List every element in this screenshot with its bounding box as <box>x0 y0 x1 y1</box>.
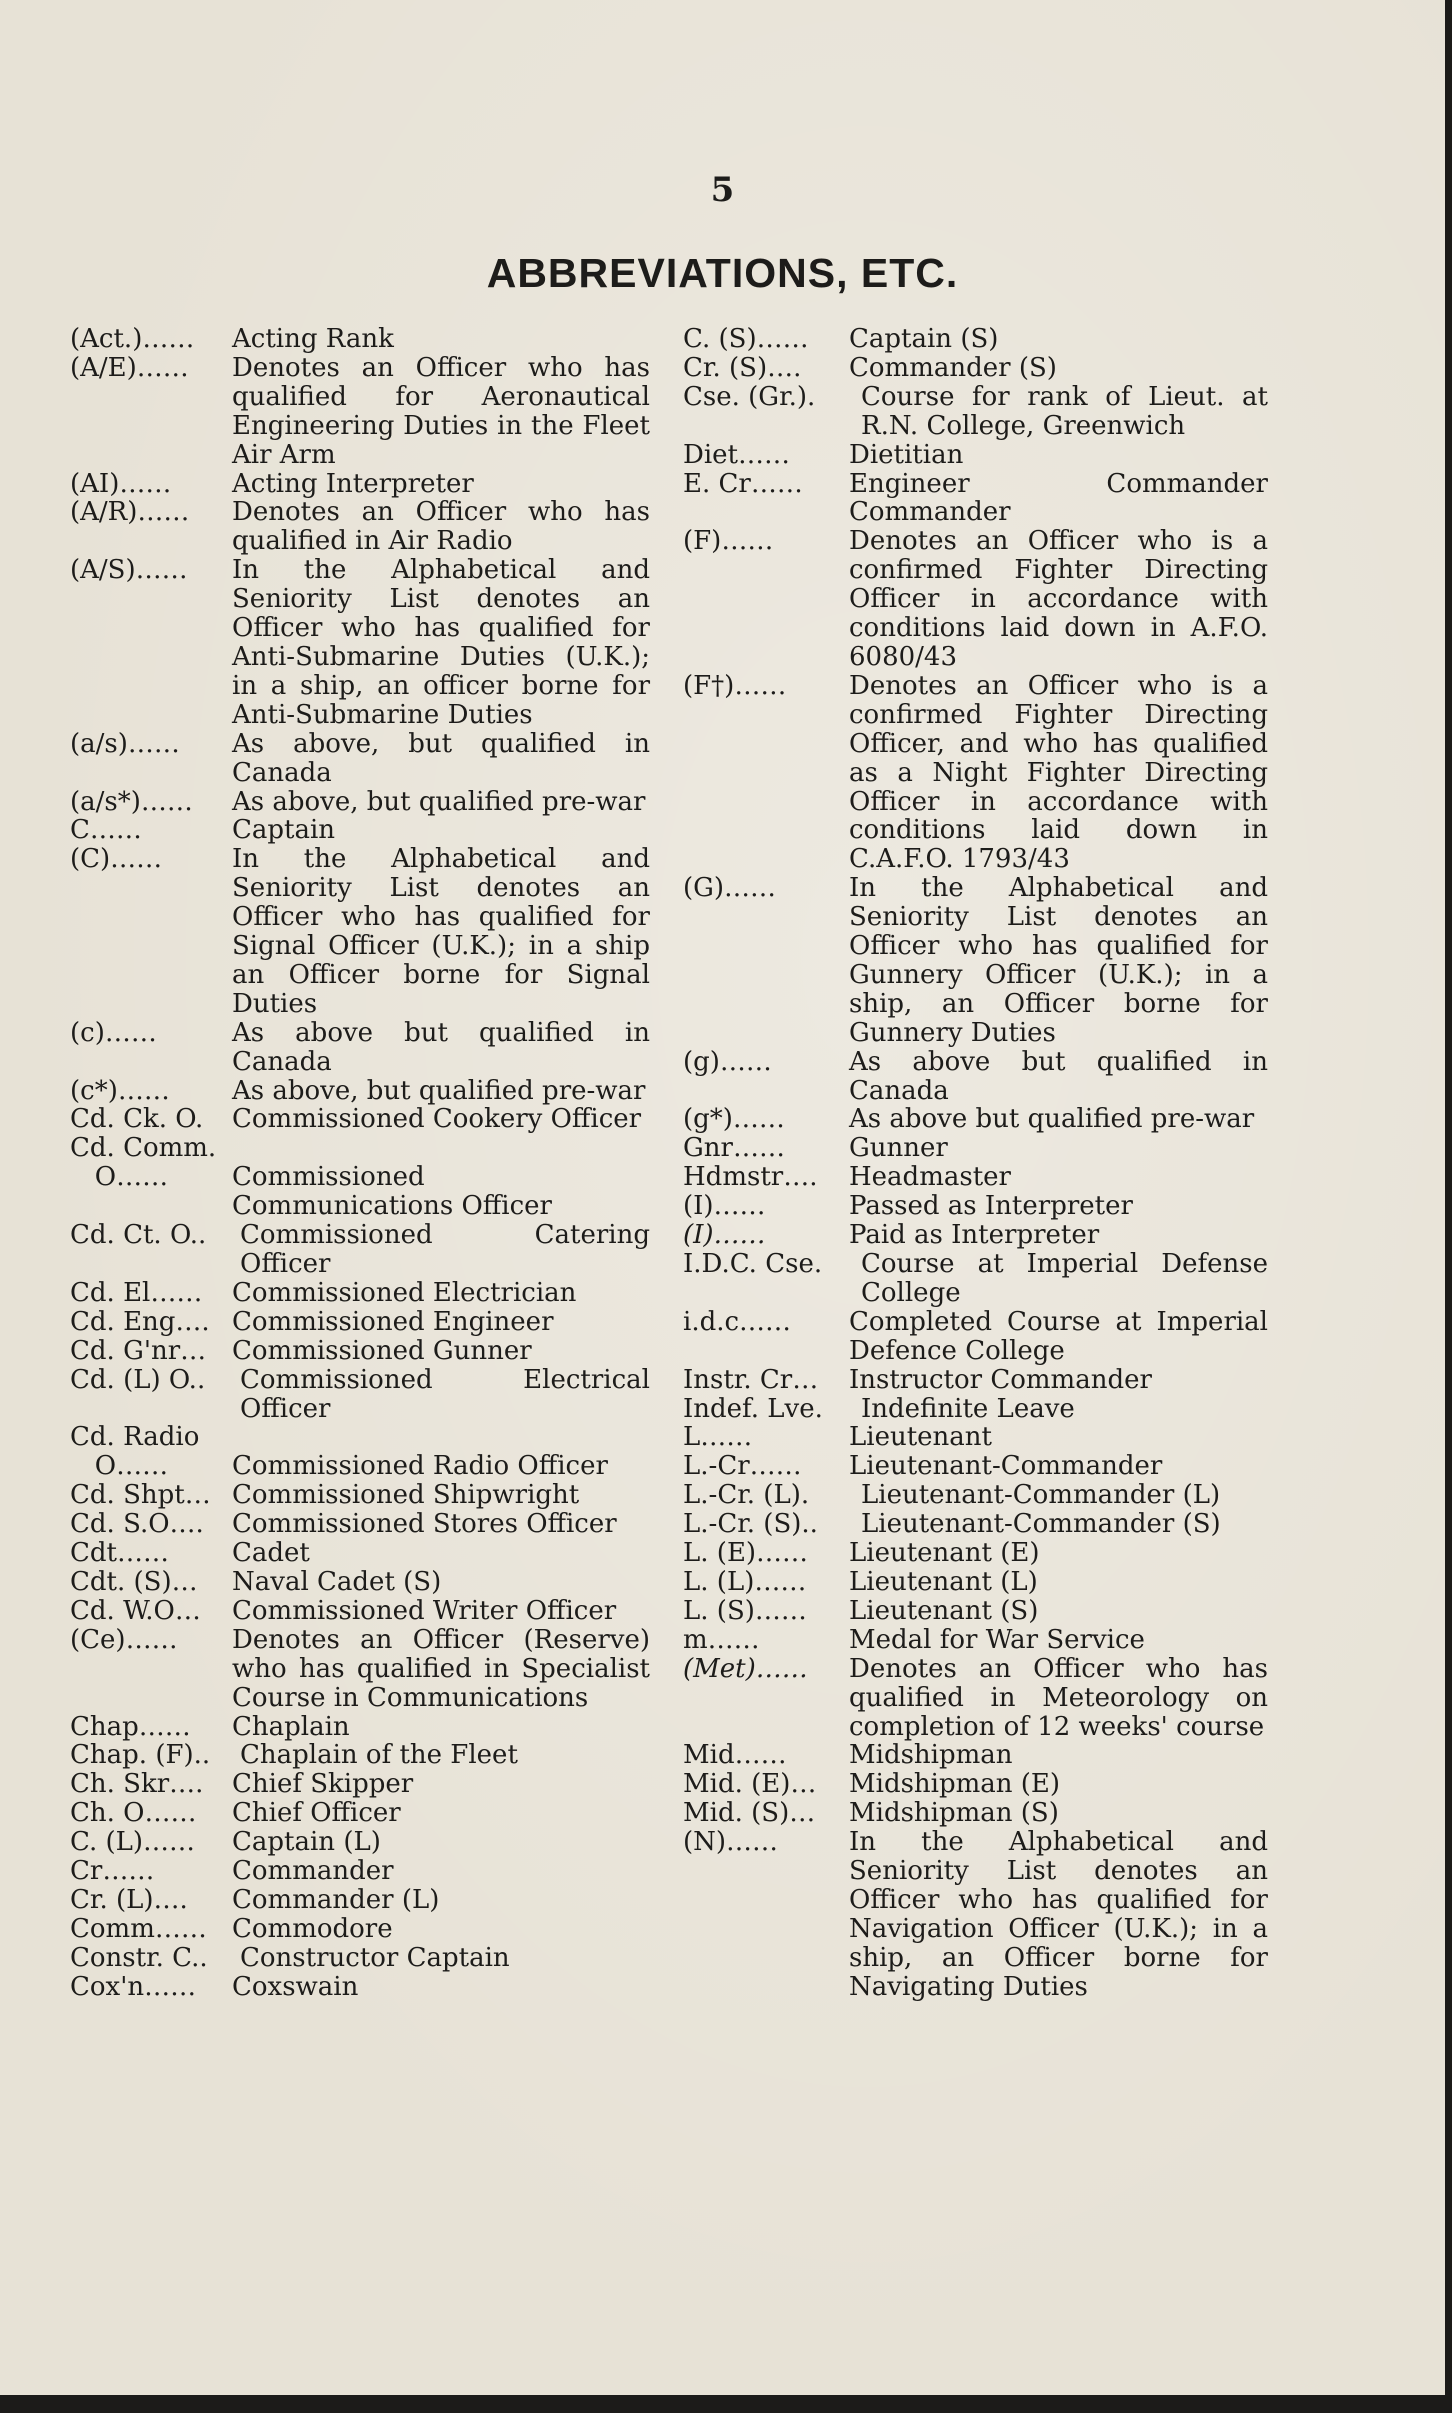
abbreviation-term: Cd. Comm. <box>70 1133 217 1164</box>
abbreviation-definition: Course at Imperial Defense College <box>861 1249 1268 1308</box>
abbreviation-term: Chap. (F).. <box>70 1740 211 1771</box>
abbreviation-entry <box>683 1192 1268 1221</box>
abbreviation-definition: Commissioned Gunner <box>232 1335 532 1366</box>
abbreviation-entry <box>683 1048 1268 1106</box>
abbreviation-entry <box>683 1799 1268 1828</box>
abbreviation-definition: Headmaster <box>849 1162 1011 1193</box>
abbreviation-entry <box>683 1510 1268 1539</box>
abbreviation-entry <box>683 1626 1268 1655</box>
abbreviation-definition: Lieutenant-Commander (S) <box>861 1509 1221 1540</box>
abbreviation-term: Instr. Cr… <box>683 1364 819 1395</box>
abbreviation-term: Mid. (E)… <box>683 1769 817 1800</box>
abbreviation-definition: In the Alphabetical and Seniority List denotes an Officer who has qualified for Anti-Submarine Duties (U.K.); in a ship, an officer borne for Anti-Submarine Duties <box>232 555 650 730</box>
abbreviation-entry <box>683 354 1268 383</box>
abbreviation-entry <box>70 1799 650 1828</box>
abbreviation-entry <box>70 1221 650 1279</box>
abbreviation-entry <box>70 730 650 788</box>
abbreviation-entry <box>70 845 650 1018</box>
abbreviation-term: (AI)…… <box>70 468 172 499</box>
abbreviation-term: C. (L)…… <box>70 1827 196 1858</box>
abbreviation-entry <box>70 1105 650 1134</box>
abbreviation-entry <box>70 1713 650 1742</box>
abbreviation-term: (c)…… <box>70 1017 157 1048</box>
abbreviation-definition: As above but qualified pre-war <box>849 1104 1255 1135</box>
abbreviation-definition: Naval Cadet (S) <box>232 1566 442 1597</box>
abbreviation-term: Diet…… <box>683 439 790 470</box>
abbreviation-term: L.-Cr. (S).. <box>683 1509 818 1540</box>
abbreviation-definition: In the Alphabetical and Seniority List denotes an Officer who has qualified for Navigation Officer (U.K.); in a ship, an Officer borne for Navigating Duties <box>849 1827 1268 2002</box>
abbreviation-entry <box>683 1770 1268 1799</box>
abbreviation-definition: Chief Skipper <box>232 1769 414 1800</box>
abbreviation-term: (Act.)…… <box>70 324 195 354</box>
abbreviation-term: Cd. Ck. O. <box>70 1104 204 1135</box>
abbreviation-entry <box>70 1944 650 1973</box>
abbreviation-definition: Dietitian <box>849 439 964 470</box>
abbreviation-definition: Commissioned Stores Officer <box>232 1509 617 1540</box>
abbreviation-entry <box>683 1481 1268 1510</box>
abbreviation-term: i.d.c…… <box>683 1306 792 1337</box>
abbreviation-entry <box>70 1481 650 1510</box>
abbreviation-entry <box>683 1163 1268 1192</box>
abbreviation-term: Ch. Skr…. <box>70 1769 204 1800</box>
abbreviation-term: Cr. (L)…. <box>70 1884 188 1915</box>
abbreviation-definition: Acting Rank <box>232 324 394 354</box>
abbreviation-entry <box>683 1221 1268 1250</box>
abbreviation-term: Cd. Eng…. <box>70 1306 210 1337</box>
abbreviation-term: E. Cr…… <box>683 468 803 499</box>
abbreviation-term: (N)…… <box>683 1827 779 1858</box>
abbreviation-definition: Denotes an Officer who is a confirmed Fighter Directing Officer, and who has qualified as a Night Fighter Directing Officer in accordance with conditions laid down in C.A.F.O. 1793/43 <box>849 670 1268 875</box>
abbreviation-entry <box>70 1308 650 1337</box>
abbreviation-term: Cd. El…… <box>70 1277 203 1308</box>
abbreviation-entry <box>683 874 1268 1047</box>
abbreviation-term: (A/S)…… <box>70 555 188 586</box>
abbreviation-definition: Commander (L) <box>232 1884 440 1915</box>
abbreviation-definition: As above, but qualified pre-war <box>232 786 646 817</box>
abbreviation-definition: In the Alphabetical and Seniority List denotes an Officer who has qualified for Signal Officer (U.K.); in a ship an Officer borne for Signal Duties <box>232 844 650 1019</box>
abbreviation-definition: Commissioned Catering Officer <box>240 1220 650 1279</box>
abbreviation-definition: Denotes an Officer who is a confirmed Fighter Directing Officer in accordance with conditions laid down in A.F.O. 6080/43 <box>849 526 1268 672</box>
abbreviation-entry <box>683 1308 1268 1366</box>
abbreviation-definition: Lieutenant (E) <box>849 1538 1040 1569</box>
abbreviation-term: Cd. Ct. O.. <box>70 1220 207 1251</box>
abbreviation-definition: Lieutenant (S) <box>849 1595 1039 1626</box>
abbreviation-entry <box>70 816 650 845</box>
abbreviation-term: O…… <box>70 1451 169 1482</box>
abbreviation-definition <box>232 1134 650 1163</box>
abbreviation-definition: Acting Interpreter <box>232 468 474 499</box>
abbreviation-term: (I)…… <box>683 1220 766 1251</box>
abbreviation-entry <box>70 1510 650 1539</box>
abbreviation-term: (Ce)…… <box>70 1624 178 1655</box>
abbreviation-entry <box>70 1741 650 1770</box>
abbreviation-term: Cse. (Gr.). <box>683 381 816 412</box>
left-column <box>70 325 650 2002</box>
abbreviation-term: (c*)…… <box>70 1075 170 1106</box>
abbreviation-entry <box>683 1366 1268 1395</box>
abbreviation-term: L. (E)…… <box>683 1538 809 1569</box>
abbreviation-term: (C)…… <box>70 844 163 875</box>
abbreviation-definition: Lieutenant-Commander <box>849 1451 1163 1482</box>
abbreviation-entry <box>70 354 650 470</box>
abbreviation-definition: Lieutenant (L) <box>849 1566 1038 1597</box>
abbreviation-definition: As above, but qualified pre-war <box>232 1075 646 1106</box>
abbreviation-definition: Chaplain <box>232 1711 350 1742</box>
abbreviation-definition: Paid as Interpreter <box>849 1220 1100 1251</box>
abbreviation-term: L.-Cr…… <box>683 1451 802 1482</box>
abbreviation-term: L. (S)…… <box>683 1595 807 1626</box>
abbreviation-definition: Commodore <box>232 1913 393 1944</box>
abbreviation-definition: Denotes an Officer who has qualified for Aeronautical Engineering Duties in the Fleet Air Arm <box>232 352 650 470</box>
abbreviation-term: Cd. W.O… <box>70 1595 201 1626</box>
abbreviation-definition: As above, but qualified in Canada <box>232 728 650 788</box>
abbreviation-definition: Lieutenant <box>849 1422 992 1453</box>
abbreviation-term: (A/E)…… <box>70 352 189 383</box>
abbreviation-entry <box>683 1105 1268 1134</box>
abbreviation-definition: Passed as Interpreter <box>849 1191 1133 1222</box>
abbreviation-definition <box>232 1423 650 1452</box>
abbreviation-entry <box>683 672 1268 874</box>
abbreviation-entry <box>70 1423 650 1452</box>
abbreviation-definition: Commander <box>232 1856 394 1887</box>
abbreviation-entry <box>70 325 650 354</box>
abbreviation-entry <box>683 1452 1268 1481</box>
abbreviation-definition: Midshipman <box>849 1740 1013 1771</box>
abbreviation-term: Cr. (S)…. <box>683 352 802 383</box>
abbreviation-term: (a/s)…… <box>70 728 180 759</box>
abbreviation-term: (g*)…… <box>683 1104 785 1135</box>
abbreviation-entry <box>70 1857 650 1886</box>
abbreviation-entry <box>70 556 650 729</box>
abbreviation-entry <box>683 383 1268 441</box>
abbreviation-definition: Gunner <box>849 1133 948 1164</box>
abbreviation-definition: Midshipman (S) <box>849 1798 1059 1829</box>
abbreviation-entry <box>683 1655 1268 1742</box>
abbreviation-entry <box>70 1019 650 1077</box>
abbreviation-term: Cdt…… <box>70 1538 169 1569</box>
abbreviation-entry <box>70 1163 650 1221</box>
abbreviation-entry <box>70 1539 650 1568</box>
abbreviation-definition: Medal for War Service <box>849 1624 1145 1655</box>
page-number: 5 <box>710 170 735 210</box>
abbreviation-definition: Engineer Commander Commander <box>849 468 1268 528</box>
abbreviation-entry <box>683 1828 1268 2001</box>
abbreviation-term: Cd. Shpt… <box>70 1480 211 1511</box>
abbreviation-entry <box>683 470 1268 528</box>
abbreviation-term: (a/s*)…… <box>70 786 193 817</box>
abbreviation-term: (A/R)…… <box>70 497 190 528</box>
abbreviation-entry <box>70 1279 650 1308</box>
abbreviation-definition: Commander (S) <box>849 352 1057 383</box>
abbreviation-term: (I)…… <box>683 1191 766 1222</box>
abbreviation-definition: Cadet <box>232 1538 310 1569</box>
abbreviation-definition: Commissioned Electrician <box>232 1277 577 1308</box>
abbreviation-entry <box>70 1973 650 2002</box>
abbreviation-definition: Commissioned Writer Officer <box>232 1595 617 1626</box>
abbreviation-definition: Denotes an Officer who has qualified in Air Radio <box>232 497 650 557</box>
abbreviation-definition: Commissioned Electrical Officer <box>240 1364 650 1424</box>
abbreviation-definition: Course for rank of Lieut. at R.N. College, Greenwich <box>861 381 1268 441</box>
abbreviation-definition: Commissioned Shipwright <box>232 1480 580 1511</box>
abbreviation-entry <box>70 1915 650 1944</box>
abbreviation-definition: Instructor Commander <box>849 1364 1152 1395</box>
abbreviation-entry <box>70 1134 650 1163</box>
abbreviation-term: Chap…… <box>70 1711 191 1742</box>
abbreviation-term: Cd. (L) O.. <box>70 1364 206 1395</box>
abbreviation-entry <box>70 1770 650 1799</box>
abbreviation-entry <box>70 1337 650 1366</box>
abbreviation-term: Cdt. (S)… <box>70 1566 198 1597</box>
abbreviation-term: Indef. Lve. <box>683 1393 823 1424</box>
abbreviation-term: L.-Cr. (L). <box>683 1480 810 1511</box>
abbreviation-definition: Captain (S) <box>849 324 999 354</box>
abbreviation-entry <box>70 1077 650 1106</box>
abbreviation-term: (F†)…… <box>683 670 787 701</box>
abbreviation-term: L. (L)…… <box>683 1566 807 1597</box>
abbreviation-definition: As above but qualified in Canada <box>232 1017 650 1077</box>
abbreviation-entry <box>70 1452 650 1481</box>
abbreviation-term: m…… <box>683 1624 760 1655</box>
abbreviation-definition: Commissioned Communications Officer <box>232 1162 552 1222</box>
abbreviation-entry <box>683 1539 1268 1568</box>
abbreviation-term: Cox'n…… <box>70 1971 197 2002</box>
abbreviation-entry <box>683 1568 1268 1597</box>
abbreviation-entry <box>683 1597 1268 1626</box>
abbreviation-term: Comm…… <box>70 1913 207 1944</box>
abbreviation-entry <box>70 1597 650 1626</box>
abbreviation-term: (G)…… <box>683 873 777 904</box>
abbreviation-term: Cd. S.O…. <box>70 1509 204 1540</box>
abbreviation-term: C. (S)…… <box>683 324 809 354</box>
abbreviation-entry <box>70 498 650 556</box>
abbreviation-term: Cr…… <box>70 1856 155 1887</box>
abbreviation-entry <box>683 441 1268 470</box>
abbreviation-entry <box>70 788 650 817</box>
abbreviation-definition: Captain <box>232 815 336 846</box>
abbreviation-definition: As above but qualified in Canada <box>849 1046 1268 1106</box>
abbreviation-term: I.D.C. Cse. <box>683 1249 823 1279</box>
abbreviation-term: Hdmstr…. <box>683 1162 818 1193</box>
abbreviation-entry <box>683 1250 1268 1308</box>
abbreviation-definition: Captain (L) <box>232 1827 381 1858</box>
abbreviation-term: Cd. Radio <box>70 1422 200 1453</box>
abbreviation-definition: Chief Officer <box>232 1798 401 1829</box>
abbreviation-entry <box>683 325 1268 354</box>
abbreviation-entry <box>70 470 650 499</box>
abbreviation-definition: Constructor Captain <box>240 1942 510 1973</box>
abbreviation-entry <box>683 1395 1268 1424</box>
abbreviation-definition: Indefinite Leave <box>861 1393 1075 1424</box>
abbreviation-term: C…… <box>70 815 142 846</box>
abbreviation-definition: Lieutenant-Commander (L) <box>861 1480 1221 1511</box>
abbreviation-entry <box>683 527 1268 672</box>
abbreviation-definition: Commissioned Cookery Officer <box>232 1104 642 1135</box>
abbreviation-definition: Coxswain <box>232 1971 359 2002</box>
abbreviation-entry <box>683 1741 1268 1770</box>
abbreviation-term: Cd. G'nr… <box>70 1335 207 1366</box>
abbreviation-entry <box>70 1828 650 1857</box>
abbreviation-definition: Denotes an Officer who has qualified in Meteorology on completion of 12 weeks' course <box>849 1653 1268 1742</box>
abbreviation-term: Constr. C.. <box>70 1942 208 1973</box>
abbreviation-term: Gnr…… <box>683 1133 785 1164</box>
abbreviation-definition: Commissioned Radio Officer <box>232 1451 608 1482</box>
abbreviation-term: (g)…… <box>683 1046 772 1077</box>
abbreviation-term: Mid…… <box>683 1740 787 1771</box>
page-title: ABBREVIATIONS, ETC. <box>486 250 959 296</box>
abbreviation-term: Mid. (S)… <box>683 1798 816 1829</box>
abbreviation-definition: Chaplain of the Fleet <box>240 1740 518 1771</box>
abbreviation-definition: In the Alphabetical and Seniority List denotes an Officer who has qualified for Gunnery Officer (U.K.); in a ship, an Officer borne for Gunnery Duties <box>849 873 1268 1048</box>
abbreviation-definition: Commissioned Engineer <box>232 1306 554 1337</box>
abbreviation-term: Ch. O…… <box>70 1798 197 1829</box>
abbreviation-term: (F)…… <box>683 526 774 557</box>
right-column <box>683 325 1268 2002</box>
abbreviation-definition: Completed Course at Imperial Defence College <box>849 1306 1268 1366</box>
abbreviation-entry <box>70 1568 650 1597</box>
abbreviation-definition: Midshipman (E) <box>849 1769 1061 1800</box>
abbreviation-entry <box>70 1886 650 1915</box>
abbreviation-term: L…… <box>683 1422 753 1453</box>
abbreviation-entry <box>683 1134 1268 1163</box>
abbreviation-definition: Denotes an Officer (Reserve) who has qualified in Specialist Course in Communications <box>232 1624 650 1713</box>
abbreviation-entry <box>683 1423 1268 1452</box>
abbreviation-entry <box>70 1626 650 1713</box>
abbreviation-term: (Met)…… <box>683 1653 808 1684</box>
abbreviation-entry <box>70 1366 650 1424</box>
abbreviation-term: O…… <box>70 1162 169 1193</box>
